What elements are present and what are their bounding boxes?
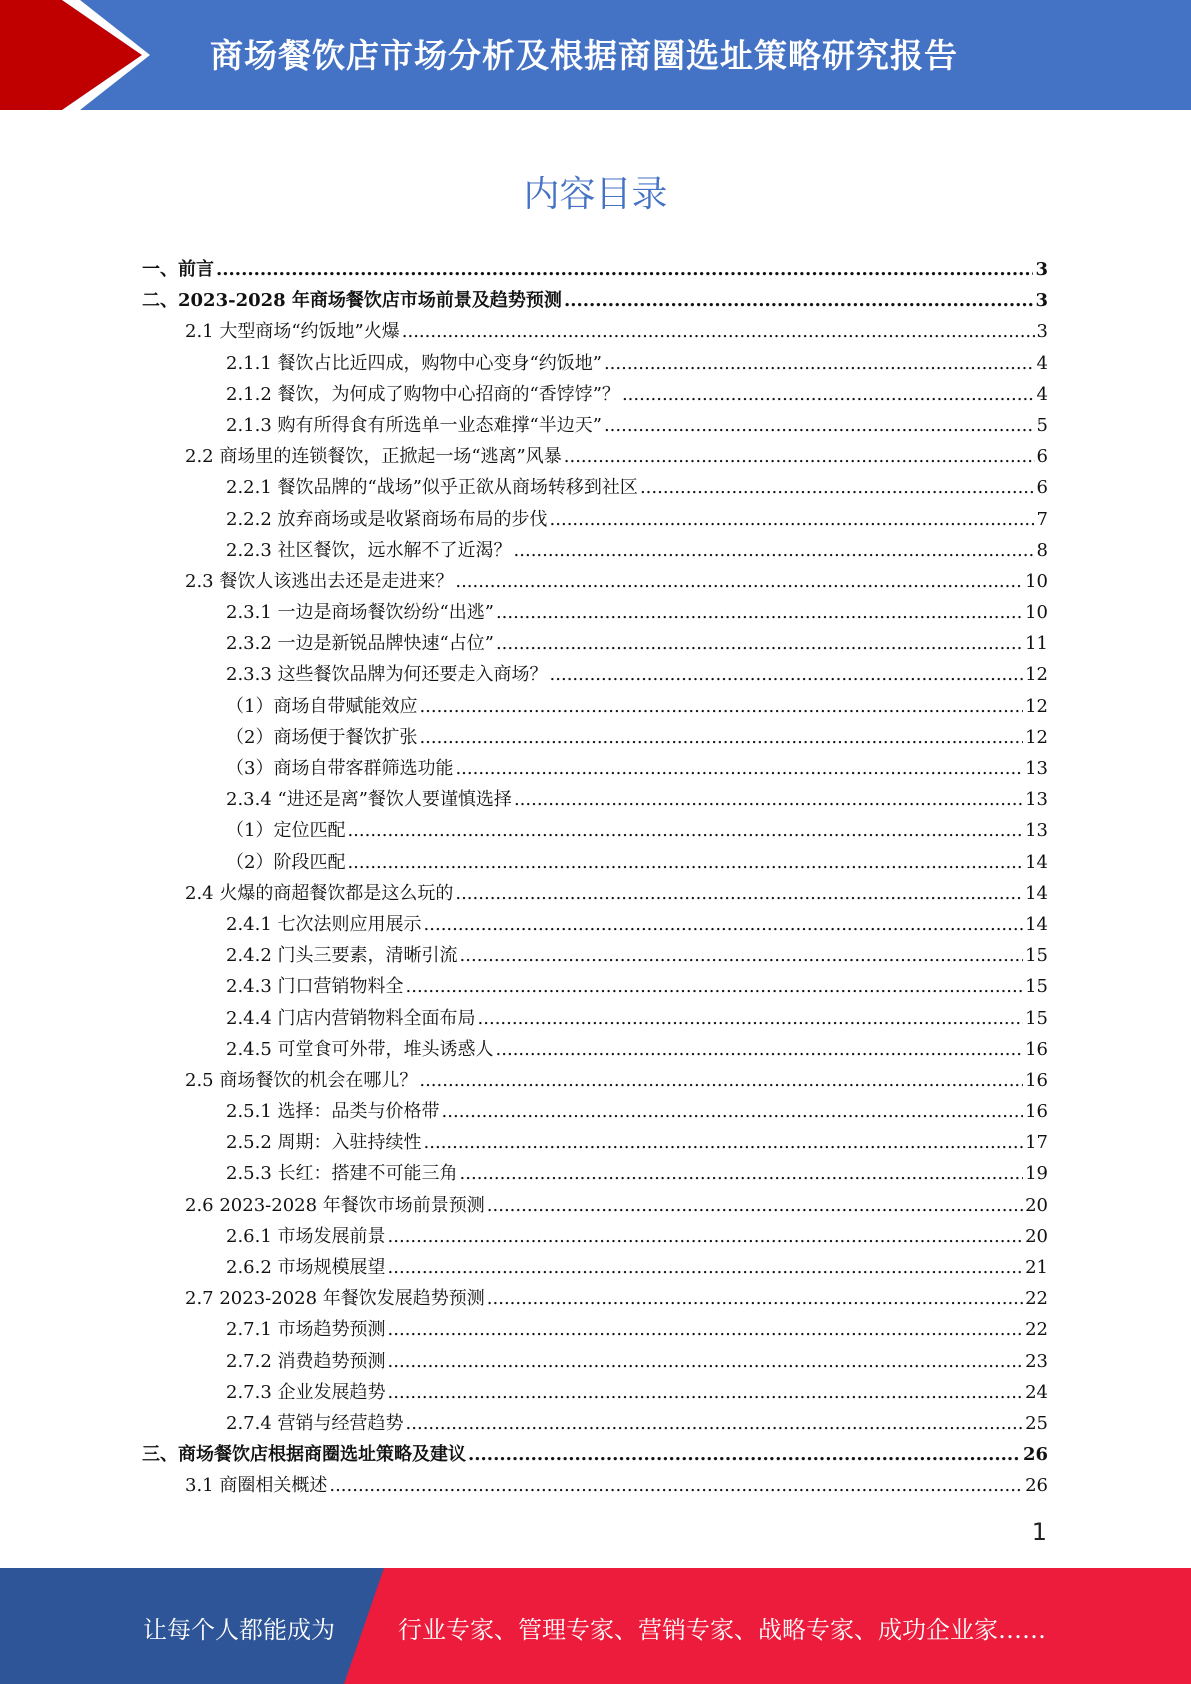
toc-entry-page: 16 xyxy=(1025,1038,1048,1060)
toc-dot-leader xyxy=(496,1034,1024,1065)
toc-entry[interactable] xyxy=(142,504,1048,535)
toc-dot-leader xyxy=(604,348,1035,379)
toc-entry-label: （1）商场自带赋能效应 xyxy=(226,695,418,717)
toc-dot-leader xyxy=(424,1127,1024,1158)
toc-dot-leader xyxy=(478,1003,1024,1034)
toc-entry-page: 10 xyxy=(1025,602,1048,624)
toc-entry-label: 2.1 大型商场“约饭地”火爆 xyxy=(185,321,400,343)
toc-entry[interactable] xyxy=(142,659,1048,690)
toc-entry[interactable] xyxy=(142,441,1048,472)
toc-entry[interactable] xyxy=(142,597,1048,628)
toc-entry[interactable] xyxy=(142,628,1048,659)
toc-entry[interactable] xyxy=(142,1470,1048,1501)
toc-dot-leader xyxy=(496,597,1023,628)
toc-dot-leader xyxy=(347,815,1023,846)
toc-heading: 内容目录 xyxy=(523,174,668,215)
toc-entry-page: 14 xyxy=(1025,882,1048,904)
toc-entry-page: 23 xyxy=(1025,1350,1048,1372)
toc-dot-leader xyxy=(406,1408,1024,1439)
toc-entry[interactable] xyxy=(142,566,1048,597)
toc-entry-label: （2）阶段匹配 xyxy=(226,851,346,873)
toc-entry[interactable] xyxy=(142,1003,1048,1034)
toc-dot-leader xyxy=(388,1346,1024,1377)
toc-entry[interactable] xyxy=(142,1221,1048,1252)
toc-dot-leader xyxy=(406,971,1024,1002)
toc-entry[interactable] xyxy=(142,1127,1048,1158)
toc-dot-leader xyxy=(347,847,1023,878)
toc-dot-leader xyxy=(419,1065,1023,1096)
toc-entry-label: 2.3.4 “进还是离”餐饮人要谨慎选择 xyxy=(226,789,512,811)
page-number: 1 xyxy=(1031,1518,1047,1546)
toc-entry-page: 3 xyxy=(1036,321,1048,343)
toc-entry[interactable] xyxy=(142,1158,1048,1189)
toc-entry[interactable] xyxy=(142,722,1048,753)
toc-dot-leader xyxy=(419,691,1023,722)
toc-entry-label: 2.1.2 餐饮，为何成了购物中心招商的“香饽饽”？ xyxy=(226,383,620,405)
toc-entry-page: 5 xyxy=(1036,414,1048,436)
toc-entry-label: 2.6.1 市场发展前景 xyxy=(226,1225,386,1247)
toc-entry[interactable] xyxy=(142,815,1048,846)
toc-entry[interactable] xyxy=(142,1190,1048,1221)
toc-dot-leader xyxy=(622,379,1035,410)
toc-entry[interactable] xyxy=(142,1283,1048,1314)
toc-entry[interactable] xyxy=(142,1252,1048,1283)
footer-banner xyxy=(0,1568,1191,1684)
toc-entry-label: 2.2.2 放弃商场或是收紧商场布局的步伐 xyxy=(226,508,548,530)
toc-entry-page: 4 xyxy=(1036,383,1048,405)
toc-entry-page: 4 xyxy=(1036,352,1048,374)
toc-entry-page: 3 xyxy=(1035,259,1048,280)
toc-entry[interactable] xyxy=(142,254,1048,285)
toc-entry-page: 22 xyxy=(1025,1319,1048,1341)
toc-dot-leader xyxy=(388,1377,1024,1408)
footer-slogan-right: 行业专家、管理专家、营销专家、战略专家、成功企业家…… xyxy=(398,1616,1046,1644)
toc-entry[interactable] xyxy=(142,1065,1048,1096)
toc-entry-label: 2.4.2 门头三要素，清晰引流 xyxy=(226,945,458,967)
toc-entry[interactable] xyxy=(142,316,1048,347)
toc-entry-page: 13 xyxy=(1025,758,1048,779)
toc-entry-label: 2.1.1 餐饮占比近四成，购物中心变身“约饭地” xyxy=(226,352,602,374)
toc-entry-label: 2.7.3 企业发展趋势 xyxy=(226,1381,386,1403)
toc-dot-leader xyxy=(442,1096,1024,1127)
toc-entry-page: 3 xyxy=(1035,290,1048,312)
toc-entry-label: 三、商场餐饮店根据商圈选址策略及建议 xyxy=(142,1444,466,1466)
toc-entry[interactable] xyxy=(142,1096,1048,1127)
toc-entry-label: 2.5 商场餐饮的机会在哪儿？ xyxy=(185,1069,418,1091)
toc-entry-page: 12 xyxy=(1025,695,1048,717)
toc-entry-label: 2.6.2 市场规模展望 xyxy=(226,1257,386,1278)
toc-dot-leader xyxy=(460,940,1024,971)
toc-entry-label: 2.4.5 可堂食可外带，堆头诱惑人 xyxy=(226,1038,494,1060)
toc-entry-page: 15 xyxy=(1025,945,1048,967)
toc-entry[interactable] xyxy=(142,753,1048,784)
toc-entry-page: 7 xyxy=(1036,508,1048,530)
toc-dot-leader xyxy=(329,1470,1023,1501)
toc-dot-leader xyxy=(514,535,1035,566)
toc-entry-label: （1）定位匹配 xyxy=(226,820,346,842)
toc-entry[interactable] xyxy=(142,1408,1048,1439)
toc-entry[interactable] xyxy=(142,909,1048,940)
toc-entry-label: 2.5.1 选择：品类与价格带 xyxy=(226,1101,440,1123)
toc-entry-label: 一、前言 xyxy=(142,259,214,280)
toc-entry-page: 25 xyxy=(1025,1412,1048,1434)
toc-entry-page: 16 xyxy=(1025,1069,1048,1091)
toc-entry-page: 6 xyxy=(1036,446,1048,468)
toc-entry-label: 2.4.4 门店内营销物料全面布局 xyxy=(226,1007,476,1029)
toc-entry-page: 6 xyxy=(1036,477,1048,499)
toc-entry-label: （2）商场便于餐饮扩张 xyxy=(226,726,418,748)
toc-entry-label: 2.5.2 周期：入驻持续性 xyxy=(226,1132,422,1154)
toc-entry[interactable] xyxy=(142,472,1048,503)
toc-entry[interactable] xyxy=(142,940,1048,971)
toc-dot-leader xyxy=(550,659,1024,690)
toc-entry-label: 二、2023-2028 年商场餐饮店市场前景及趋势预测 xyxy=(142,290,562,312)
toc-dot-leader xyxy=(514,784,1023,815)
toc-dot-leader xyxy=(550,504,1035,535)
toc-dot-leader xyxy=(388,1252,1024,1283)
toc-entry[interactable] xyxy=(142,691,1048,722)
toc-dot-leader xyxy=(216,254,1033,285)
toc-dot-leader xyxy=(640,472,1035,503)
toc-entry-page: 20 xyxy=(1025,1194,1048,1216)
toc-entry-label: （3）商场自带客群筛选功能 xyxy=(226,758,454,779)
toc-dot-leader xyxy=(388,1314,1024,1345)
toc-entry-label: 2.7.4 营销与经营趋势 xyxy=(226,1412,404,1434)
toc-dot-leader xyxy=(487,1283,1023,1314)
toc-entry-label: 2.4 火爆的商超餐饮都是这么玩的 xyxy=(185,882,454,904)
toc-entry-page: 12 xyxy=(1025,726,1048,748)
toc-entry[interactable] xyxy=(142,878,1048,909)
toc-entry-page: 13 xyxy=(1025,789,1048,811)
toc-entry-label: 2.6 2023-2028 年餐饮市场前景预测 xyxy=(185,1194,485,1216)
toc-dot-leader xyxy=(455,566,1023,597)
toc-dot-leader xyxy=(419,722,1023,753)
toc-entry-label: 2.7.2 消费趋势预测 xyxy=(226,1350,386,1372)
toc-dot-leader xyxy=(460,1158,1024,1189)
toc-entry-label: 2.4.1 七次法则应用展示 xyxy=(226,913,422,935)
toc-entry-page: 16 xyxy=(1025,1101,1048,1123)
toc-entry[interactable] xyxy=(142,1314,1048,1345)
toc-entry-label: 2.7.1 市场趋势预测 xyxy=(226,1319,386,1341)
footer-slogan-left: 让每个人都能成为 xyxy=(143,1616,335,1644)
toc-dot-leader xyxy=(468,1439,1021,1470)
toc-dot-leader xyxy=(455,878,1023,909)
toc-entry[interactable] xyxy=(142,784,1048,815)
toc-entry[interactable] xyxy=(142,348,1048,379)
toc-entry[interactable] xyxy=(142,971,1048,1002)
toc-entry-page: 15 xyxy=(1025,976,1048,998)
toc-dot-leader xyxy=(564,441,1035,472)
report-header-banner xyxy=(0,0,1191,110)
toc-entry-page: 11 xyxy=(1025,633,1048,655)
toc-entry[interactable] xyxy=(142,535,1048,566)
toc-dot-leader xyxy=(424,909,1024,940)
toc-entry[interactable] xyxy=(142,847,1048,878)
toc-entry[interactable] xyxy=(142,1346,1048,1377)
toc-entry[interactable] xyxy=(142,1377,1048,1408)
toc-dot-leader xyxy=(402,316,1035,347)
toc-entry-page: 14 xyxy=(1025,913,1048,935)
toc-entry[interactable] xyxy=(142,285,1048,316)
toc-entry-label: 2.2.3 社区餐饮，远水解不了近渴？ xyxy=(226,539,512,561)
toc-entry-page: 15 xyxy=(1025,1007,1048,1029)
toc-entry-page: 26 xyxy=(1022,1444,1048,1466)
toc-entry-page: 21 xyxy=(1025,1257,1048,1278)
toc-dot-leader xyxy=(487,1190,1023,1221)
toc-entry-page: 20 xyxy=(1025,1225,1048,1247)
toc-entry-label: 2.4.3 门口营销物料全 xyxy=(226,976,404,998)
toc-entry-label: 2.2.1 餐饮品牌的“战场”似乎正欲从商场转移到社区 xyxy=(226,477,638,499)
toc-entry-page: 24 xyxy=(1025,1381,1048,1403)
toc-entry-page: 22 xyxy=(1025,1288,1048,1310)
toc-entry-label: 2.2 商场里的连锁餐饮，正掀起一场“逃离”风暴 xyxy=(185,446,562,468)
toc-entry-label: 2.3 餐饮人该逃出去还是走进来？ xyxy=(185,570,454,592)
toc-dot-leader xyxy=(496,628,1023,659)
toc-entry-page: 13 xyxy=(1025,820,1048,842)
toc-entry-page: 26 xyxy=(1025,1475,1048,1497)
toc-entry-label: 2.7 2023-2028 年餐饮发展趋势预测 xyxy=(185,1288,485,1310)
report-title: 商场餐饮店市场分析及根据商圈选址策略研究报告 xyxy=(210,36,958,75)
toc-dot-leader xyxy=(455,753,1023,784)
toc-entry-label: 2.1.3 购有所得食有所选单一业态难撑“半边天” xyxy=(226,414,602,436)
toc-entry-label: 2.5.3 长红：搭建不可能三角 xyxy=(226,1163,458,1185)
toc-entry-page: 14 xyxy=(1025,851,1048,873)
toc-entry[interactable] xyxy=(142,1439,1048,1470)
toc-entry-page: 17 xyxy=(1025,1132,1048,1154)
toc-dot-leader xyxy=(388,1221,1024,1252)
table-of-contents xyxy=(142,254,1048,1502)
toc-entry-page: 19 xyxy=(1025,1163,1048,1185)
toc-entry-page: 12 xyxy=(1025,664,1048,686)
toc-entry-page: 10 xyxy=(1025,570,1048,592)
toc-entry-label: 2.3.2 一边是新锐品牌快速“占位” xyxy=(226,633,494,655)
toc-dot-leader xyxy=(604,410,1035,441)
toc-entry-label: 2.3.1 一边是商场餐饮纷纷“出逃” xyxy=(226,602,494,624)
toc-entry-page: 8 xyxy=(1036,539,1048,561)
toc-entry-label: 2.3.3 这些餐饮品牌为何还要走入商场？ xyxy=(226,664,548,686)
toc-entry[interactable] xyxy=(142,379,1048,410)
toc-dot-leader xyxy=(564,285,1034,316)
toc-entry-label: 3.1 商圈相关概述 xyxy=(185,1475,328,1497)
toc-entry[interactable] xyxy=(142,1034,1048,1065)
toc-entry[interactable] xyxy=(142,410,1048,441)
